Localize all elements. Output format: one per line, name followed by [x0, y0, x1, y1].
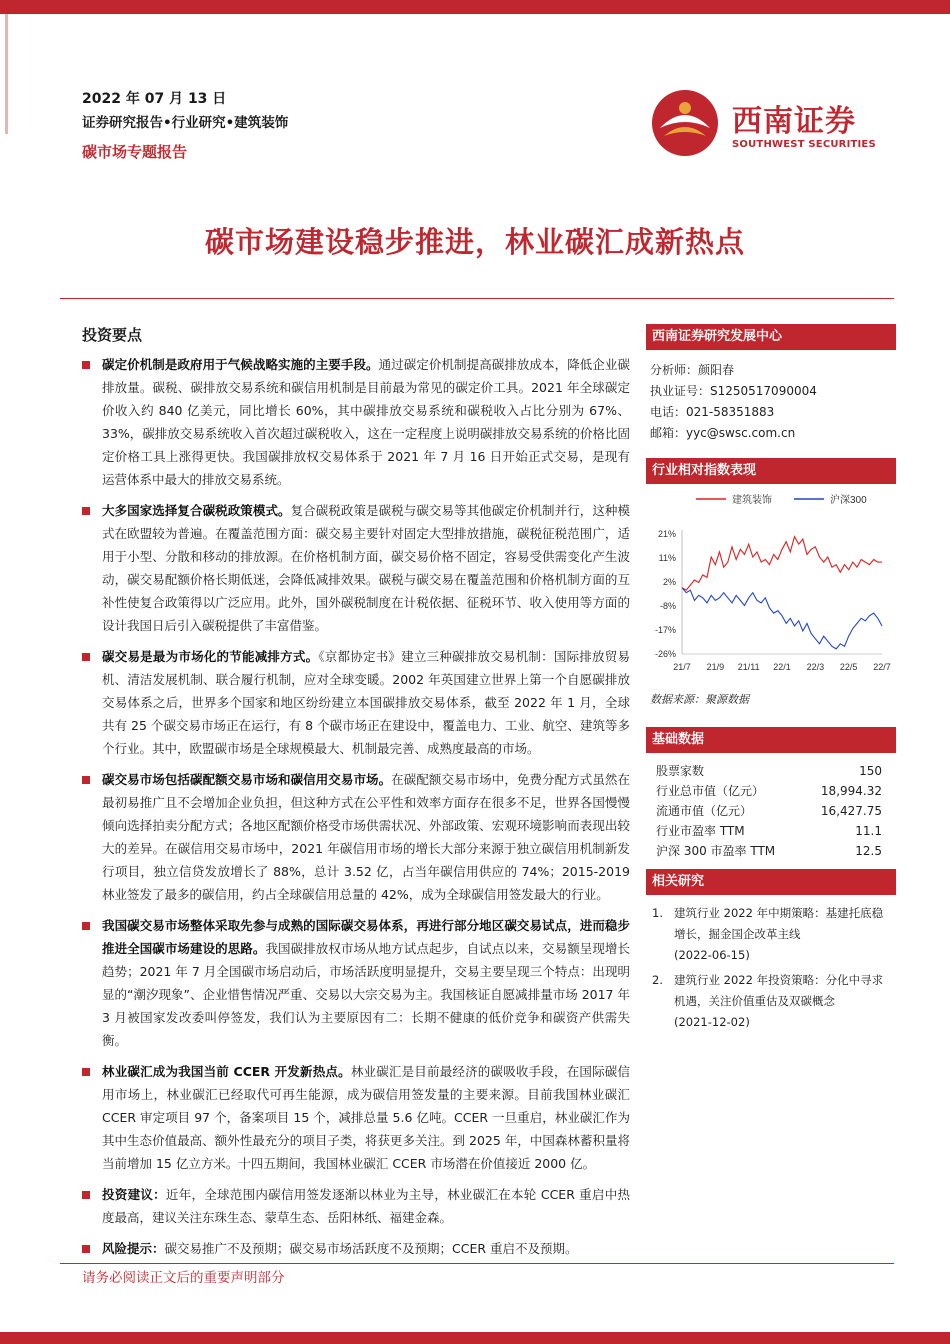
footer-disclaimer: 请务必阅读正文后的重要声明部分 — [82, 1270, 285, 1286]
chart-x-tick-label: 21/11 — [737, 662, 760, 672]
chart-y-tick-label: 2% — [662, 577, 676, 587]
related-number: 1. — [652, 906, 663, 920]
report-date: 2022 年 07 月 13 日 — [82, 91, 227, 107]
bottom-red-bar — [0, 1332, 950, 1344]
related-research-header: 相关研究 — [646, 869, 896, 895]
chart-y-tick-label: -8% — [659, 601, 676, 611]
bullet-square-icon — [82, 361, 90, 369]
related-date: (2021-12-02) — [674, 1015, 750, 1029]
related-item — [646, 970, 896, 1033]
analyst-row: 执业证号：S1250517090004 — [650, 384, 817, 398]
bullet-item — [82, 768, 630, 906]
bullet-item — [82, 645, 630, 760]
related-title: 建筑行业 2022 年中期策略：基建托底稳增长，掘金国企改革主线 — [674, 906, 884, 941]
basic-data-label: 流通市值（亿元） — [656, 804, 753, 818]
chart-y-tick-label: -17% — [654, 625, 676, 635]
basic-data-row — [646, 761, 896, 781]
bullet-body: 碳交易推广不及预期；碳交易市场活跃度不及预期；CCER 重启不及预期。 — [164, 1241, 578, 1256]
index-chart — [646, 484, 896, 689]
chart-legend-swatch — [646, 484, 794, 663]
chart-y-tick-label: 11% — [658, 553, 676, 563]
chart-legend-swatch — [646, 484, 696, 663]
related-number: 2. — [652, 973, 663, 987]
title-divider — [60, 298, 894, 299]
related-research-list — [646, 903, 896, 1033]
basic-data-value: 150 — [859, 764, 882, 778]
bullet-body: 林业碳汇是目前最经济的碳吸收手段，在国际碳信用市场上，林业碳汇已经取代可再生能源，成为碳信用签发量的主要来源。目前我国林业碳汇 CCER 审定项目 97 个，备案项目 15 个，减排总量 5.6 亿吨。CCER 一旦重启，林业碳汇作为其中生态价值最高、额外性最充分的项目子类，将获更多关注。到 2025 年，中国森林蓄积量将当前增加 15 亿立方米。十四五期间，我国林业碳汇 CCER 市场潜在价值接近 2000 亿。 — [102, 1064, 630, 1171]
index-chart-svg — [646, 484, 896, 689]
brand-logo — [650, 88, 890, 158]
analyst-info — [646, 360, 896, 444]
bullet-lead: 风险提示： — [102, 1241, 165, 1256]
bullet-lead: 投资建议： — [102, 1187, 166, 1202]
investment-heading: 投资要点 — [82, 326, 143, 344]
chart-x-tick-label: 22/7 — [873, 662, 891, 672]
chart-legend-label: 建筑装饰 — [732, 495, 772, 506]
bullet-item — [82, 499, 630, 637]
footer-divider — [60, 1263, 894, 1264]
bullet-square-icon — [82, 507, 90, 515]
bullet-square-icon — [82, 776, 90, 784]
chart-y-tick-label: 21% — [657, 529, 676, 539]
chart-series-line — [682, 588, 882, 649]
basic-data-value: 11.1 — [855, 824, 882, 838]
bullet-body: 通过碳定价机制提高碳排放成本，降低企业碳排放量。碳税、碳排放交易系统和碳信用机制是目前最为常见的碳定价工具。2021 年全球碳定价收入约 840 亿美元，同比增长 60%，其中碳排放交易系统和碳税收入占比分别为 67%、33%，碳排放交易系统收入首次超过碳税收入，这在一定程度上说明碳排放交易系统的价格比固定价格工具上涨得更快。我国碳排放权交易体系于 2021 年 7 月 16 日开始正式交易，是现有运营体系中最大的排放交易系统。 — [102, 357, 630, 487]
basic-data-label: 行业市盈率 TTM — [656, 824, 745, 838]
bullet-square-icon — [82, 922, 90, 930]
basic-data-row — [646, 781, 896, 801]
logo-mark-icon — [650, 88, 720, 158]
bullet-list — [82, 353, 630, 1260]
chart-source: 数据来源：聚源数据 — [650, 693, 749, 706]
bullet-square-icon — [82, 1068, 90, 1076]
basic-data-table — [646, 761, 896, 861]
bullet-item — [82, 353, 630, 491]
chart-x-tick-label: 21/7 — [673, 662, 691, 672]
basic-data-label: 沪深 300 市盈率 TTM — [656, 844, 776, 858]
sidebar — [646, 324, 896, 1037]
bullet-lead: 我国碳交易市场整体采取先参与成熟的国际碳交易体系，再进行部分地区碳交易试点，进而稳步推进全国碳市场建设的思路。 — [102, 918, 630, 956]
report-subtitle: 碳市场专题报告 — [82, 143, 188, 161]
bullet-lead: 碳定价机制是政府用于气候战略实施的主要手段。 — [102, 357, 379, 372]
bullet-lead: 林业碳汇成为我国当前 CCER 开发新热点。 — [102, 1064, 351, 1079]
basic-data-row — [646, 821, 896, 841]
bullet-lead: 碳交易市场包括碳配额交易市场和碳信用交易市场。 — [102, 772, 392, 787]
chart-header: 行业相对指数表现 — [646, 458, 896, 484]
analyst-row: 邮箱：yyc@swsc.com.cn — [650, 426, 796, 440]
bullet-square-icon — [82, 653, 90, 661]
chart-x-tick-label: 22/5 — [839, 662, 858, 672]
investment-summary — [82, 324, 630, 1268]
bullet-body: 近年，全球范围内碳信用签发逐渐以林业为主导，林业碳汇在本轮 CCER 重启中热度最高，建议关注东珠生态、蒙草生态、岳阳林纸、福建金森。 — [102, 1187, 630, 1225]
basic-data-value: 16,427.75 — [820, 804, 882, 818]
left-stripe — [0, 14, 8, 134]
bullet-item — [82, 1183, 630, 1229]
bullet-body: 在碳配额交易市场中，免费分配方式虽然在最初易推广且不会增加企业负担，但这种方式在公平性和效率方面存在很多不足，世界各国慢慢倾向选择拍卖分配方式；各地区配额价格受市场供需状况、外部政策、宏观环境影响而表现出较大的差异。在碳信用交易市场中，2021 年碳信用市场的增长大部分来源于独立碳信用机制新发行项目，独立信贷发放增长了 88%，总计 3.52 亿，占当年碳信用供应的 74%；2015-2019 林业签发了最多的碳信用，约占全球碳信用总量的 42%，成为全球碳信用签发最大的行业。 — [102, 772, 630, 902]
basic-data-label: 股票家数 — [656, 764, 705, 778]
basic-data-label: 行业总市值（亿元） — [656, 784, 765, 798]
basic-data-value: 18,994.32 — [820, 784, 882, 798]
page-title: 碳市场建设稳步推进，林业碳汇成新热点 — [204, 225, 745, 259]
basic-data-value: 12.5 — [855, 844, 882, 858]
related-item — [646, 903, 896, 966]
analyst-row: 分析师：颜阳春 — [650, 363, 735, 377]
related-date: (2022-06-15) — [674, 948, 750, 962]
chart-y-tick-label: -26% — [654, 649, 676, 659]
bullet-item — [82, 1060, 630, 1175]
research-center-header: 西南证券研究发展中心 — [646, 324, 896, 350]
chart-x-tick-label: 21/9 — [706, 662, 725, 672]
related-title: 建筑行业 2022 年投资策略：分化中寻求机遇，关注价值重估及双碳概念 — [674, 973, 884, 1008]
bullet-body: 我国碳排放权市场从地方试点起步，自试点以来，交易额呈现增长趋势；2021 年 7 月全国碳市场启动后，市场活跃度明显提升，交易主要呈现三个特点：出现明显的“潮汐现象”、企业惜售情况严重、交易以大宗交易为主。我国核证自愿减排量市场 2017 年 3 月被国家发改委叫停签发，我们认为主要原因有二：长期不健康的低价竞争和碳资产供需失衡。 — [102, 941, 630, 1048]
basic-data-row — [646, 801, 896, 821]
bullet-lead: 大多国家选择复合碳税政策模式。 — [102, 503, 291, 518]
bullet-square-icon — [82, 1191, 90, 1199]
basic-data-header: 基础数据 — [646, 727, 896, 753]
analyst-row: 电话：021-58351883 — [650, 405, 775, 419]
bullet-square-icon — [82, 1245, 90, 1253]
chart-x-tick-label: 22/3 — [806, 662, 825, 672]
bullet-lead: 碳交易是最为市场化的节能减排方式。 — [102, 649, 319, 664]
chart-x-tick-label: 22/1 — [773, 662, 791, 672]
bullet-item — [82, 1237, 630, 1260]
bullet-body: 复合碳税政策是碳税与碳交易等其他碳定价机制并行，这种模式在欧盟较为普遍。在覆盖范围方面：碳交易主要针对固定大型排放措施，碳税征税范围广，适用于小型、分散和移动的排放源。在价格机制方面，碳交易价格不固定，容易受供需变化产生波动，碳交易配额价格长期低迷，会降低减排效果。碳税与碳交易在覆盖范围和价格机制方面的互补性使复合政策得以广泛应用。此外，国外碳税制度在计税依据、征税环节、收入使用等方面的设计我国日后引入碳税提供了丰富借鉴。 — [102, 503, 630, 633]
chart-legend-label: 沪深300 — [830, 495, 867, 506]
bullet-item — [82, 914, 630, 1052]
chart-series-line — [682, 537, 882, 591]
bullet-body: 《京都协定书》建立三种碳排放交易机制：国际排放贸易机、清洁发展机制、联合履行机制，应对全球变暖。2002 年英国建立世界上第一个自愿碳排放交易体系之后，世界多个国家和地区纷纷建立本国碳排放交易体系，截至 2022 年 1 月，全球共有 25 个碳交易市场正在运行，有 8 个碳市场正在建设中，覆盖电力、工业、航空、建筑等多个行业。其中，欧盟碳市场是全球规模最大、机制最完善、成熟度最高的市场。 — [102, 649, 630, 756]
logo-en-text: SOUTHWEST SECURITIES — [732, 139, 876, 150]
report-type: 证券研究报告•行业研究•建筑装饰 — [82, 115, 289, 131]
logo-cn-text: 西南证券 — [732, 104, 856, 139]
top-red-bar — [0, 0, 950, 14]
basic-data-row — [646, 841, 896, 861]
